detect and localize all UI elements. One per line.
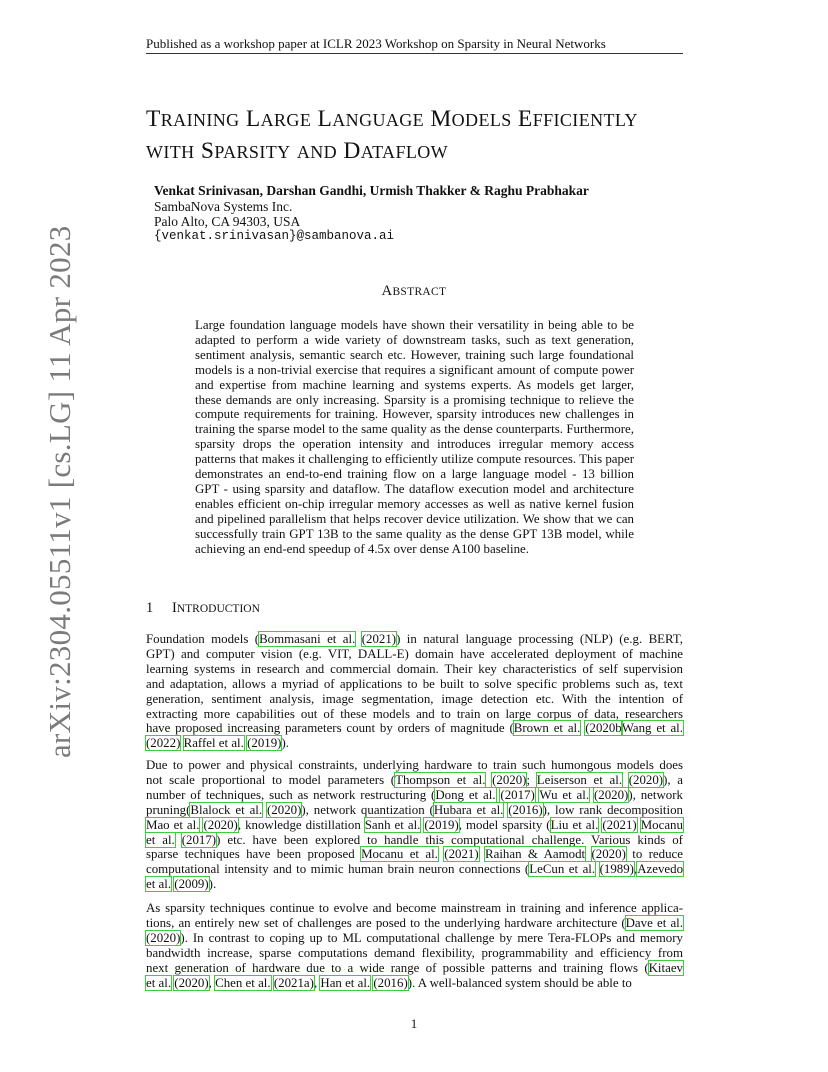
text-line: et al. (2017)) etc. have been explored to handle this computational challenge. Various kinds of — [146, 832, 683, 847]
citation-link[interactable]: Dong et al. — [435, 787, 496, 802]
citation-link[interactable]: Raffel et al. — [183, 736, 244, 751]
section-title: INTRODUCTION — [172, 600, 260, 616]
citation-link[interactable]: (2020) — [492, 772, 527, 787]
citation-link[interactable]: (2017) — [500, 787, 535, 802]
citation-link[interactable]: (2021) — [602, 817, 637, 832]
text-line: Due to power and physical constraints, underlying hardware to train such humongous models does — [146, 758, 683, 772]
affiliation-org: SambaNova Systems Inc. — [154, 199, 293, 214]
citation-link[interactable]: Liu et al. — [550, 817, 599, 832]
citation-link[interactable]: (2019) — [247, 736, 282, 751]
text-line: GPT) and computer vision (e.g. VIT, DALL-E) domain have accelerated deployment of machine — [146, 646, 683, 661]
citation-link[interactable]: Bommasani et al. — [259, 632, 356, 646]
text-line: bandwidth increase, sparse computations demand flexibility, programmability and efficiency from — [146, 945, 683, 960]
citation-link[interactable]: (2017) — [181, 832, 217, 847]
citation-link[interactable]: Dave et al. — [625, 915, 683, 930]
citation-link[interactable]: et al. — [146, 975, 172, 990]
text-line: et al. (2009)). — [146, 877, 217, 892]
citation-link[interactable]: Blalock et al. — [190, 802, 263, 817]
citation-link[interactable]: (2021) — [361, 632, 397, 646]
section-heading — [146, 600, 260, 617]
citation-link[interactable]: (2020) — [267, 802, 302, 817]
citation-link[interactable]: (2016) — [373, 975, 408, 990]
citation-link[interactable]: Wang et al. — [621, 721, 683, 736]
citation-link[interactable]: (2020b — [585, 721, 622, 736]
citation-link[interactable]: (2019) — [424, 817, 459, 832]
text-line: As sparsity techniques continue to evolve and become mainstream in training and inference applica- — [146, 901, 683, 915]
citation-link[interactable]: et al. — [146, 832, 175, 847]
author-email: {venkat.srinivasan}@sambanova.ai — [154, 229, 395, 243]
page-number: 1 — [410, 1016, 418, 1031]
paper-title — [146, 104, 706, 168]
arxiv-identifier: arXiv:2304.05511v1 [cs.LG] 11 Apr 2023 — [42, 225, 77, 758]
affiliation-address: Palo Alto, CA 94303, USA — [154, 214, 301, 229]
authors: Venkat Srinivasan, Darshan Gandhi, Urmish Thakker & Raghu Prabhakar — [154, 183, 589, 198]
citation-link[interactable]: Mocanu — [640, 817, 683, 832]
text-line: next generation of hardware due to a wide range of possible patterns and training flows (Kitaev — [146, 960, 683, 975]
running-header: Published as a workshop paper at ICLR 2023 Workshop on Sparsity in Neural Networks — [146, 36, 606, 51]
text-line: number of techniques, such as network restructuring (Dong et al. (2017) Wu et al. (2020)), network — [146, 787, 683, 802]
text-line: computational intensity and to mimic human brain neuron connections (LeCun et al. (1989),Azevedo — [146, 862, 684, 877]
text-line: et al. (2020), Chen et al. (2021a), Han et al. (2016)). A well-balanced system should be able to — [146, 975, 632, 990]
citation-link[interactable]: Mao et al. — [146, 817, 200, 832]
text-line: not scale proportional to model parameters (Thompson et al. (2020); Leiserson et al. (2020)), a — [146, 772, 684, 787]
text-line: and adaptation, allows a myriad of applications to be built to solve specific problems such as, text — [146, 676, 683, 691]
citation-link[interactable]: Hubara et al. — [433, 802, 504, 817]
citation-link[interactable]: (2021a) — [273, 975, 314, 990]
citation-link[interactable]: Kitaev — [648, 960, 683, 975]
citation-link[interactable]: (2020) — [203, 817, 238, 832]
citation-link[interactable]: LeCun et al. — [529, 862, 596, 877]
abstract-body: Large foundation language models have shown their versatility in being able to be adapted to perform a wide variety of downstream tasks, such as text generation, sentiment analysis, semantic search etc. However, training such large foundational models is a non-trivial exercise that requires a significant amount of compute power and expertise from machine learning and systems experts. As models get larger, these demands are only increasing. Sparsity is a promising technique to relieve the compute requirements for training. However, sparsity introduces new challenges in training the sparse model to the same quality as the dense counterparts. Furthermore, sparsity drops the operation intensity and introduces irregular memory access patterns that makes it challenging to efficiently utilize compute resources. This paper demonstrates an end-to-end training flow on a large language model - 13 billion GPT - using sparsity and dataflow. The dataflow execution model and architecture enables efficient on-chip irregular memory accesses as well as native kernel fusion and pipelined parallelism that helps recover device utilization. We show that we can successfully train GPT 13B to the same quality as the dense GPT 13B model, while achieving an end-end speedup of 4.5x over dense A100 baseline. — [195, 318, 634, 556]
abstract-heading: ABSTRACT — [381, 283, 447, 299]
text-line: Mao et al. (2020), knowledge distillation Sanh et al. (2019), model sparsity (Liu et al. (2021) Mocanu — [146, 817, 683, 832]
citation-link[interactable]: (2016) — [508, 802, 543, 817]
text-line: sparse techniques have been proposed Mocanu et al. (2021) Raihan & Aamodt (2020) to reduce — [146, 847, 683, 862]
text-line: pruning(Blalock et al. (2020)), network quantization (Hubara et al. (2016)), low rank decomposition — [146, 802, 683, 817]
citation-link[interactable]: Brown et al. — [513, 721, 581, 736]
text-line: learning systems in research and commercial domain. Their key characteristics of self supervision — [146, 661, 683, 676]
text-line: Foundation models (Bommasani et al. (2021)) in natural language processing (NLP) (e.g. BERT, — [146, 632, 684, 646]
text-line: generation, sentiment analysis, image segmentation, image detection etc. With the intention of — [146, 691, 683, 706]
citation-link[interactable]: (2020) — [628, 772, 664, 787]
title-line-1: TRAINING LARGE LANGUAGE MODELS EFFICIENTLY — [146, 106, 638, 132]
citation-link[interactable]: Sanh et al. — [364, 817, 421, 832]
text-line: have proposed increasing parameters count by orders of magnitude (Brown et al. (2020bWang et al. — [146, 721, 683, 736]
citation-link[interactable]: (2020) — [593, 787, 629, 802]
citation-link[interactable]: (2020) — [591, 847, 626, 862]
paragraph-1 — [146, 632, 683, 751]
citation-link[interactable]: (1989) — [599, 862, 634, 877]
paragraph-2 — [146, 758, 683, 892]
text-line: tions, an entirely new set of challenges are posed to the underlying hardware architecture (Dave et al. — [146, 915, 683, 930]
citation-link[interactable]: et al. — [146, 877, 172, 892]
header-rule — [146, 53, 683, 54]
paragraph-3 — [146, 901, 683, 990]
citation-link[interactable]: (2009) — [174, 877, 209, 892]
citation-link[interactable]: (2020) — [174, 975, 209, 990]
text-line: extracting more capabilities out of these models and to train on large corpus of data, researchers — [146, 706, 683, 721]
citation-link[interactable]: Mocanu et al. — [361, 847, 438, 862]
citation-link[interactable]: Chen et al. — [215, 975, 271, 990]
section-number: 1 — [146, 600, 154, 616]
citation-link[interactable]: (2021) — [444, 847, 479, 862]
citation-link[interactable]: (2022) — [146, 736, 181, 751]
citation-link[interactable]: Leiserson et al. — [536, 772, 623, 787]
citation-link[interactable]: (2020) — [146, 930, 181, 945]
citation-link[interactable]: Wu et al. — [539, 787, 590, 802]
text-line: (2020)). In contrast to coping up to ML computational challenge by mere Tera-FLOPs and memory — [146, 930, 683, 945]
citation-link[interactable]: Han et al. — [320, 975, 371, 990]
title-line-2: WITH SPARSITY AND DATAFLOW — [146, 138, 449, 164]
citation-link[interactable]: Azevedo — [637, 862, 684, 877]
text-line: (2022) Raffel et al. (2019)). — [146, 736, 289, 751]
citation-link[interactable]: Raihan & Aamodt — [485, 847, 586, 862]
citation-link[interactable]: Thompson et al. — [395, 772, 486, 787]
